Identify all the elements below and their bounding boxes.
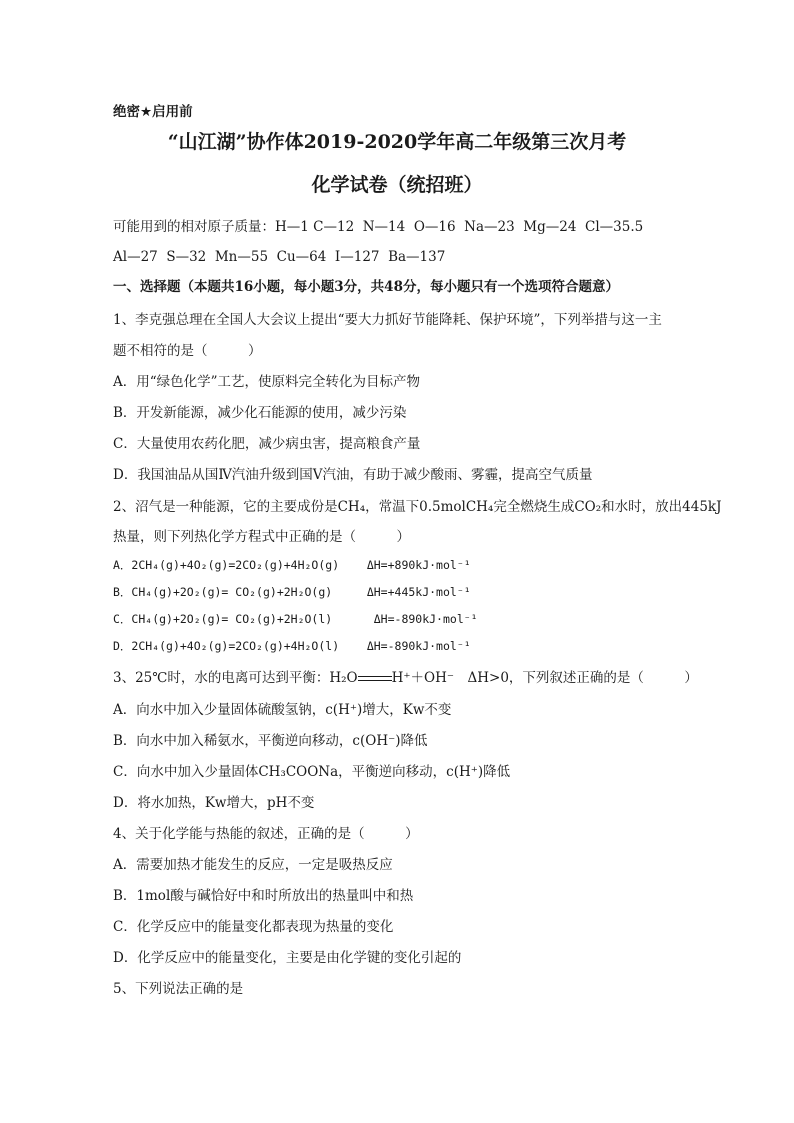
atomic-mass-line-1: 可能用到的相对原子质量：H—1 C—12 N—14 O—16 Na—23 Mg—24 Cl—35.5: [113, 219, 644, 235]
q4-option-c: C．化学反应中的能量变化都表现为热量的变化: [113, 919, 394, 935]
exam-subtitle: 化学试卷（统招班）: [311, 174, 483, 196]
q2-option-c: C．CH₄(g)+2O₂(g)= CO₂(g)+2H₂O(l) ΔH=-890kJ·mol⁻¹: [113, 612, 478, 626]
q4-option-b: B．1mol酸与碱恰好中和时所放出的热量叫中和热: [113, 888, 414, 904]
q4-option-a: A．需要加热才能发生的反应，一定是吸热反应: [113, 857, 393, 873]
classified-label: 绝密★启用前: [113, 104, 193, 120]
q2-option-d: D．2CH₄(g)+4O₂(g)=2CO₂(g)+4H₂O(l) ΔH=-890kJ·mol⁻¹: [113, 639, 471, 653]
q3-stem: [113, 669, 698, 687]
q1-option-b: B．开发新能源，减少化石能源的使用，减少污染: [113, 405, 407, 421]
q1-stem-1: 1、李克强总理在全国人大会议上提出“要大力抓好节能降耗、保护环境”，下列举措与这一主: [113, 312, 662, 328]
q1-option-a: A．用“绿色化学”工艺，使原料完全转化为目标产物: [113, 374, 421, 390]
q1-option-d: D．我国油品从国Ⅳ汽油升级到国Ⅴ汽油，有助于减少酸雨、雾霾，提高空气质量: [113, 467, 593, 483]
q2-option-a: A．2CH₄(g)+4O₂(g)=2CO₂(g)+4H₂O(g) ΔH=+890kJ·mol⁻¹: [113, 558, 471, 572]
section-heading: 一、选择题（本题共16小题，每小题3分，共48分，每小题只有一个选项符合题意）: [113, 279, 619, 295]
q5-stem: 5、下列说法正确的是: [113, 981, 244, 997]
equilibrium-arrow-icon: [358, 674, 392, 684]
q1-option-c: C．大量使用农药化肥，减少病虫害，提高粮食产量: [113, 436, 421, 452]
q3-option-c: C．向水中加入少量固体CH₃COONa，平衡逆向移动，c(H⁺)降低: [113, 764, 511, 780]
q3-stem-pre: 3、25℃时，水的电离可达到平衡：H₂O: [113, 670, 358, 686]
q2-stem-1: 2、沼气是一种能源，它的主要成份是CH₄，常温下0.5molCH₄完全燃烧生成CO₂和水时，放出445kJ: [113, 499, 722, 515]
exam-title: “山江湖”协作体2019-2020学年高二年级第三次月考: [167, 131, 627, 153]
q4-stem: 4、关于化学能与热能的叙述，正确的是（ ）: [113, 826, 419, 842]
q3-stem-post: H⁺＋OH⁻ ΔH>0，下列叙述正确的是（ ）: [391, 670, 698, 686]
q2-option-b: B．CH₄(g)+2O₂(g)= CO₂(g)+2H₂O(g) ΔH=+445kJ·mol⁻¹: [113, 585, 471, 599]
q2-stem-2: 热量，则下列热化学方程式中正确的是（ ）: [113, 529, 410, 545]
q3-option-b: B．向水中加入稀氨水，平衡逆向移动，c(OH⁻)降低: [113, 733, 428, 749]
q1-stem-2: 题不相符的是（ ）: [113, 343, 262, 359]
q3-option-d: D．将水加热，Kw增大，pH不变: [113, 795, 315, 811]
q4-option-d: D．化学反应中的能量变化，主要是由化学键的变化引起的: [113, 950, 462, 966]
atomic-mass-line-2: Al—27 S—32 Mn—55 Cu—64 I—127 Ba—137: [113, 249, 446, 265]
q3-option-a: A．向水中加入少量固体硫酸氢钠，c(H⁺)增大，Kw不变: [113, 702, 452, 718]
